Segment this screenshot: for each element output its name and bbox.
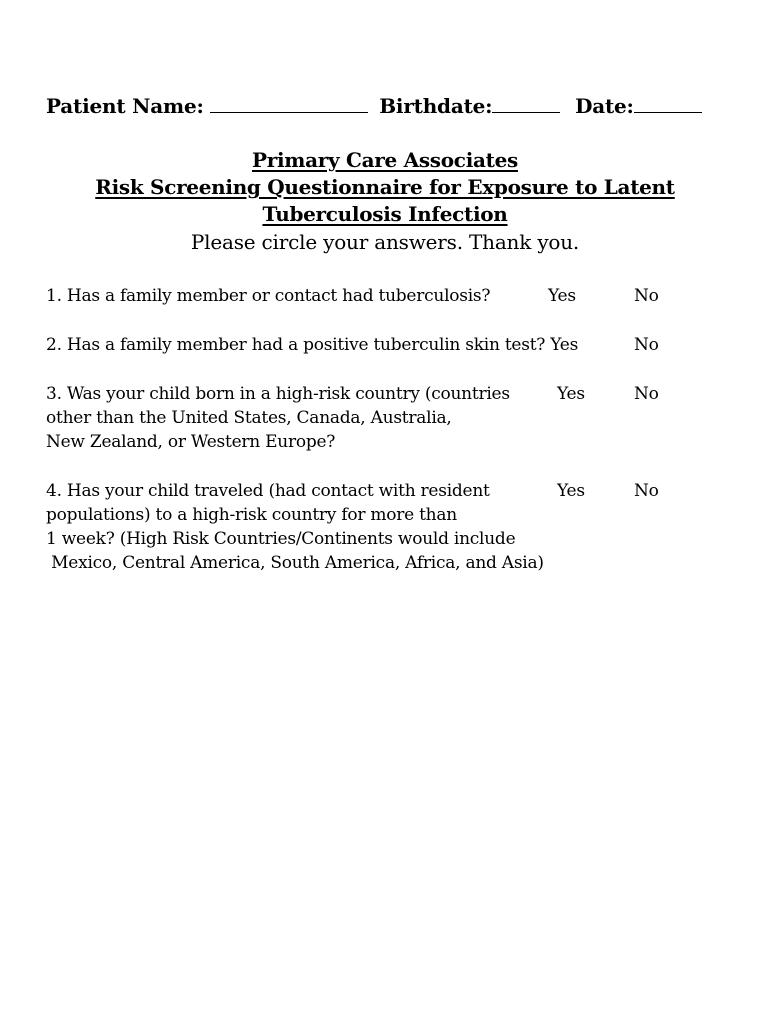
question-3-line-3: New Zealand, or Western Europe? bbox=[46, 432, 336, 452]
question-1-yes[interactable]: Yes bbox=[548, 286, 576, 306]
form-title-line1-text: Risk Screening Questionnaire for Exposure to Latent bbox=[95, 175, 675, 199]
question-3-line-1: 3. Was your child born in a high-risk country (countries bbox=[46, 384, 510, 404]
date-label: Date: bbox=[575, 94, 634, 118]
org-title bbox=[0, 148, 770, 172]
question-1-line: 1. Has a family member or contact had tuberculosis? bbox=[46, 286, 491, 306]
patient-name-label: Patient Name: bbox=[46, 94, 204, 118]
question-4-line-1: 4. Has your child traveled (had contact with resident bbox=[46, 481, 490, 501]
question-1-no[interactable]: No bbox=[634, 286, 659, 306]
org-title-text: Primary Care Associates bbox=[252, 148, 518, 172]
question-2-no[interactable]: No bbox=[634, 335, 659, 355]
patient-name-field[interactable] bbox=[210, 92, 368, 113]
question-4-no[interactable]: No bbox=[634, 481, 659, 501]
question-3-yes[interactable]: Yes bbox=[557, 384, 585, 404]
question-3-no[interactable]: No bbox=[634, 384, 659, 404]
instruction-text: Please circle your answers. Thank you. bbox=[190, 230, 580, 254]
header-line bbox=[46, 92, 702, 118]
question-1 bbox=[46, 284, 490, 308]
question-4 bbox=[46, 479, 544, 575]
question-4-line-2: populations) to a high-risk country for more than bbox=[46, 505, 457, 525]
question-2 bbox=[46, 333, 578, 357]
birthdate-label: Birthdate: bbox=[379, 94, 493, 118]
date-field[interactable] bbox=[634, 92, 702, 113]
birthdate-field[interactable] bbox=[492, 92, 560, 113]
question-4-yes[interactable]: Yes bbox=[557, 481, 585, 501]
form-title-line2-text: Tuberculosis Infection bbox=[262, 202, 508, 226]
question-3 bbox=[46, 382, 510, 454]
question-3-line-2: other than the United States, Canada, Australia, bbox=[46, 408, 452, 428]
form-title-line1 bbox=[0, 175, 770, 199]
question-2-line: 2. Has a family member had a positive tuberculin skin test? Yes bbox=[46, 335, 579, 355]
question-4-line-3: 1 week? (High Risk Countries/Continents would include bbox=[46, 529, 516, 549]
form-title-line2 bbox=[0, 202, 770, 226]
question-4-line-4: Mexico, Central America, South America, Africa, and Asia) bbox=[46, 553, 544, 573]
